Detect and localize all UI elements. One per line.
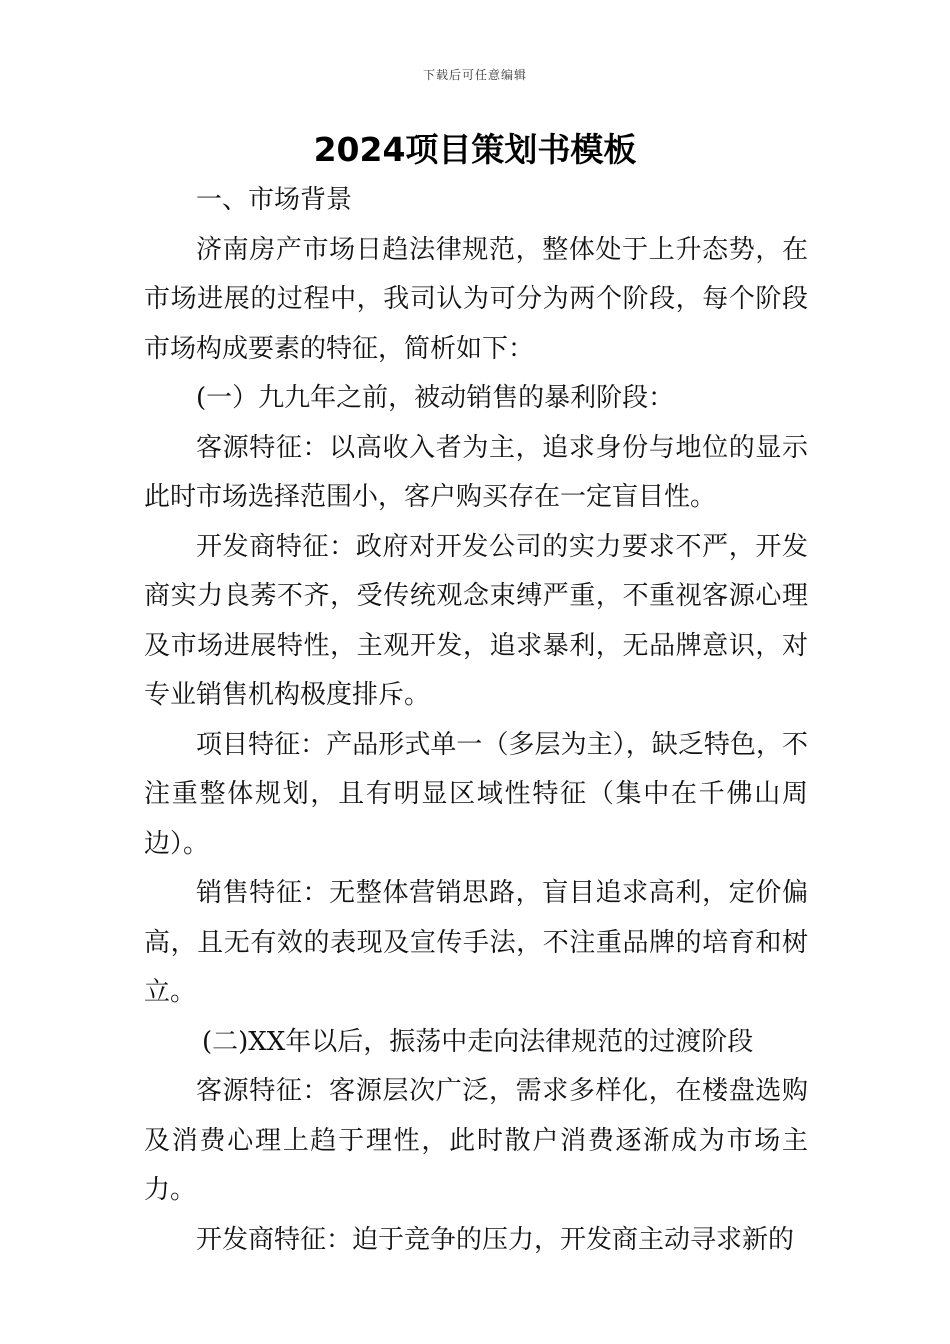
paragraph-customer-features-1: 客源特征：以高收入者为主，追求身份与地位的显示此时市场选择范围小，客户购买存在一定盲目性。 [144,432,808,512]
paragraph-project-features-1: 项目特征：产品形式单一（多层为主），缺乏特色，不注重整体规划，且有明显区域性特征（集中在千佛山周边）。 [144,729,808,859]
paragraph-developer-features-1: 开发商特征：政府对开发公司的实力要求不严，开发商实力良莠不齐，受传统观念束缚严重，不重视客源心理及市场进展特性，主观开发，追求暴利，无品牌意识，对专业销售机构极度排斥。 [144,531,808,710]
paragraph-customer-features-2: 客源特征：客源层次广泛，需求多样化，在楼盘选购及消费心理上趋于理性，此时散户消费逐渐成为市场主力。 [144,1076,808,1205]
subsection-heading-stage-one: (一）九九年之前，被动销售的暴利阶段： [196,383,675,413]
paragraph-sales-features-1: 销售特征：无整体营销思路，盲目追求高利，定价偏高，且无有效的表现及宣传手法，不注重品牌的培育和树立。 [144,878,808,1007]
paragraph-intro: 济南房产市场日趋法律规范，整体处于上升态势，在市场进展的过程中，我司认为可分为两个阶段，每个阶段市场构成要素的特征，简析如下： [144,234,808,364]
header-note: 下载后可任意编辑 [422,68,527,82]
section-heading-market-background: 一、市场背景 [196,185,353,215]
subsection-heading-stage-two: (二)XX年以后，振荡中走向法律规范的过渡阶段 [202,1026,754,1057]
paragraph-developer-features-2: 开发商特征：迫于竞争的压力，开发商主动寻求新的 [196,1224,795,1255]
document-body [144,176,808,1265]
document-title: 2024项目策划书模板 [313,130,637,169]
